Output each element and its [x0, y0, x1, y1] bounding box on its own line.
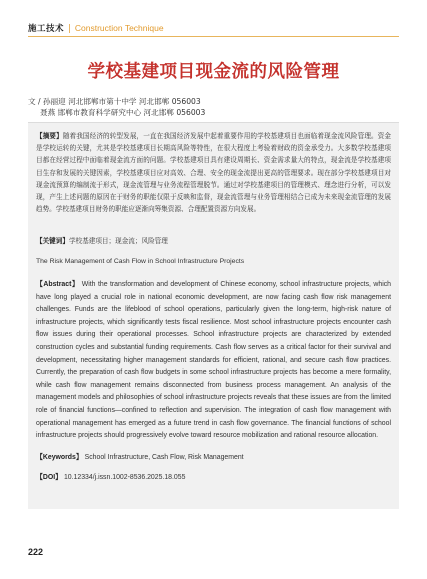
article-title: 学校基建项目现金流的风险管理 — [87, 62, 340, 82]
section-label-en: Construction Technique — [74, 23, 164, 33]
keywords-zh-text: 学校基建项目；现金流；风险管理 — [68, 237, 168, 245]
keywords-en-text: School Infrastructure, Cash Flow, Risk Management — [84, 454, 244, 461]
english-title: The Risk Management of Cash Flow in School Infrastructure Projects — [36, 258, 245, 265]
author-line-1: 文 / 孙丽迎 河北邯郸市第十中学 河北邯郸 056003 — [28, 97, 201, 106]
header-separator: | — [68, 24, 71, 34]
keywords-en-label: 【Keywords】 — [36, 454, 83, 461]
running-header — [28, 22, 164, 34]
doi-text: 10.12334/j.issn.1002-8536.2025.18.055 — [63, 474, 186, 481]
abstract-zh-label: 【摘要】 — [36, 132, 63, 140]
section-label-zh: 施工技术 — [28, 24, 65, 34]
keywords-en — [36, 452, 391, 464]
page-number: 222 — [28, 547, 44, 557]
author-block — [28, 96, 205, 118]
doi-label: 【DOI】 — [36, 474, 63, 481]
abstract-zh-text: 随着我国经济的转型发展，一直在我国经济发展中起着重要作用的学校基建项目也面临着现金流风险管理。资金是学校运转的关键，尤其是学校基建项目长期高风险等特性，在很大程度上考验着财政的资金承受力。大多数学校基建项目都在经营过程中面临着现金流方面的问题。学校基建项目具有建设周期长、资金需求量大的特点，现金流是学校基建项目生存和发展的关键因素，学校基建项目应对高效、合理、安全的现金流提出更高的管理要求。现在部分学校基建项目对现金流预算的编制流于形式，现金流管理与业务流程管理脱节。通过对学校基建项目的管理模式、理念进行分析，可以发现，产生上述问题的原因在于财务的职能仅限于反映和监督，现金流管理与业务管理相结合已成为未来现金流管理的发展趋势。学校基建项目财务的职能应逐渐向筹集资源、合理配置资源方向发展。 — [36, 132, 392, 214]
abstract-en — [36, 279, 391, 443]
abstract-en-text: With the transformation and development of Chinese economy, school infrastructure projects, which have long played a crucial role in national economic development, are now facing cash flow risk management challenges. Funds are the lifeblood of school operations, particularly given the long-term, high-risk nature of infrastructure projects, which significantly tests fiscal resilience. Most school infrastructure projects encounter cash flow issues during their operational processes. School infrastructure projects are characterized by extended construction cycles and substantial funding requirements. Cash flow serves as a critical factor for their survival and development, necessitating higher management standards for efficient, rational, and secure cash flow practices. Currently, the preparation of cash flow budgets in some school infrastructure projects has become a mere formality, while cash flow management remains disconnected from business process management. An analysis of the management models and philosophies of school infrastructure projects reveals that these issues are from the limited role of financial functions—confined to reflection and supervision. The integration of cash flow management with operational management has emerged as a future trend in cash flow governance. The financial functions of school infrastructure projects should progressively evolve toward resource mobilization and rational resource allocation. — [36, 281, 392, 440]
abstract-zh — [36, 130, 391, 215]
header-rule — [28, 36, 399, 37]
doi — [36, 472, 391, 484]
keywords-zh-label: 【关键词】 — [36, 237, 69, 245]
author-line-2: 聂燕 邯郸市教育科学研究中心 河北邯郸 056003 — [40, 108, 206, 117]
keywords-zh — [36, 235, 391, 247]
abstract-en-label: 【Abstract】 — [36, 281, 80, 288]
